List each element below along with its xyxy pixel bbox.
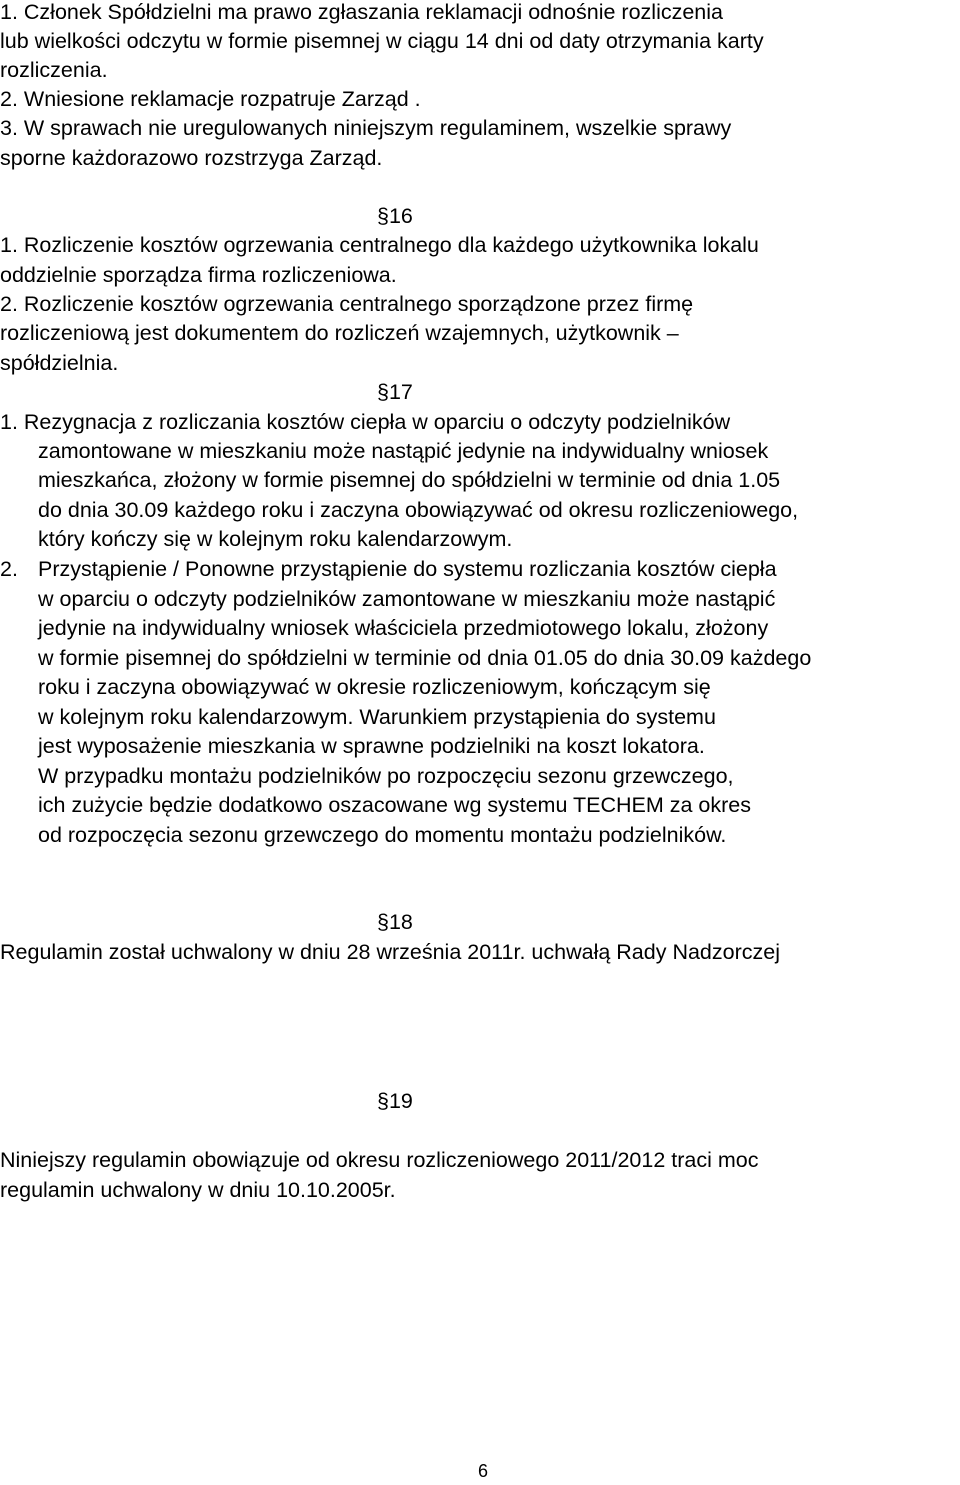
section-heading: §18: [377, 910, 413, 934]
paragraph-line: 2. Wniesione reklamacje rozpatruje Zarząd .: [0, 87, 421, 111]
paragraph-line: lub wielkości odczytu w formie pisemnej w ciągu 14 dni od daty otrzymania karty: [0, 29, 764, 53]
paragraph-line: spółdzielnia.: [0, 351, 119, 375]
paragraph-number: 2.: [0, 557, 18, 581]
paragraph-line: roku i zaczyna obowiązywać w okresie rozliczeniowym, kończącym się: [38, 675, 711, 699]
paragraph-line: który kończy się w kolejnym roku kalendarzowym.: [38, 527, 513, 551]
paragraph-line: ich zużycie będzie dodatkowo oszacowane wg systemu TECHEM za okres: [38, 793, 752, 817]
section-heading: §19: [377, 1089, 413, 1113]
page-number: 6: [478, 1461, 489, 1481]
section-heading: §17: [377, 380, 413, 404]
paragraph-line: do dnia 30.09 każdego roku i zaczyna obowiązywać od okresu rozliczeniowego,: [38, 498, 799, 522]
paragraph-line: rozliczeniową jest dokumentem do rozliczeń wzajemnych, użytkownik –: [0, 321, 679, 345]
paragraph-line: regulamin uchwalony w dniu 10.10.2005r.: [0, 1178, 396, 1202]
paragraph-line: W przypadku montażu podzielników po rozpoczęciu sezonu grzewczego,: [38, 764, 734, 788]
paragraph-line: Regulamin został uchwalony w dniu 28 września 2011r. uchwałą Rady Nadzorczej: [0, 940, 780, 964]
section-heading: §16: [377, 204, 413, 228]
paragraph-line: w kolejnym roku kalendarzowym. Warunkiem przystąpienia do systemu: [38, 705, 716, 729]
paragraph-line: 1. Rezygnacja z rozliczania kosztów ciepła w oparciu o odczyty podzielników: [0, 410, 731, 434]
paragraph-line: Przystąpienie / Ponowne przystąpienie do systemu rozliczania kosztów ciepła: [38, 557, 777, 581]
paragraph-line: oddzielnie sporządza firma rozliczeniowa.: [0, 263, 397, 287]
paragraph-line: sporne każdorazowo rozstrzyga Zarząd.: [0, 146, 383, 170]
paragraph-line: od rozpoczęcia sezonu grzewczego do momentu montażu podzielników.: [38, 823, 727, 847]
paragraph-line: jedynie na indywidualny wniosek właściciela przedmiotowego lokalu, złożony: [38, 616, 769, 640]
paragraph-line: w formie pisemnej do spółdzielni w terminie od dnia 01.05 do dnia 30.09 każdego: [38, 646, 812, 670]
paragraph-line: 1. Członek Spółdzielni ma prawo zgłaszania reklamacji odnośnie rozliczenia: [0, 0, 724, 24]
paragraph-line: 1. Rozliczenie kosztów ogrzewania centralnego dla każdego użytkownika lokalu: [0, 233, 759, 257]
paragraph-line: rozliczenia.: [0, 58, 108, 82]
paragraph-line: zamontowane w mieszkaniu może nastąpić jedynie na indywidualny wniosek: [38, 439, 769, 463]
paragraph-line: Niniejszy regulamin obowiązuje od okresu rozliczeniowego 2011/2012 traci moc: [0, 1148, 759, 1172]
paragraph-line: 2. Rozliczenie kosztów ogrzewania centralnego sporządzone przez firmę: [0, 292, 694, 316]
paragraph-line: w oparciu o odczyty podzielników zamontowane w mieszkaniu może nastąpić: [38, 587, 776, 611]
paragraph-line: mieszkańca, złożony w formie pisemnej do spółdzielni w terminie od dnia 1.05: [38, 468, 781, 492]
paragraph-line: 3. W sprawach nie uregulowanych niniejszym regulaminem, wszelkie sprawy: [0, 116, 732, 140]
paragraph-line: jest wyposażenie mieszkania w sprawne podzielniki na koszt lokatora.: [38, 734, 705, 758]
